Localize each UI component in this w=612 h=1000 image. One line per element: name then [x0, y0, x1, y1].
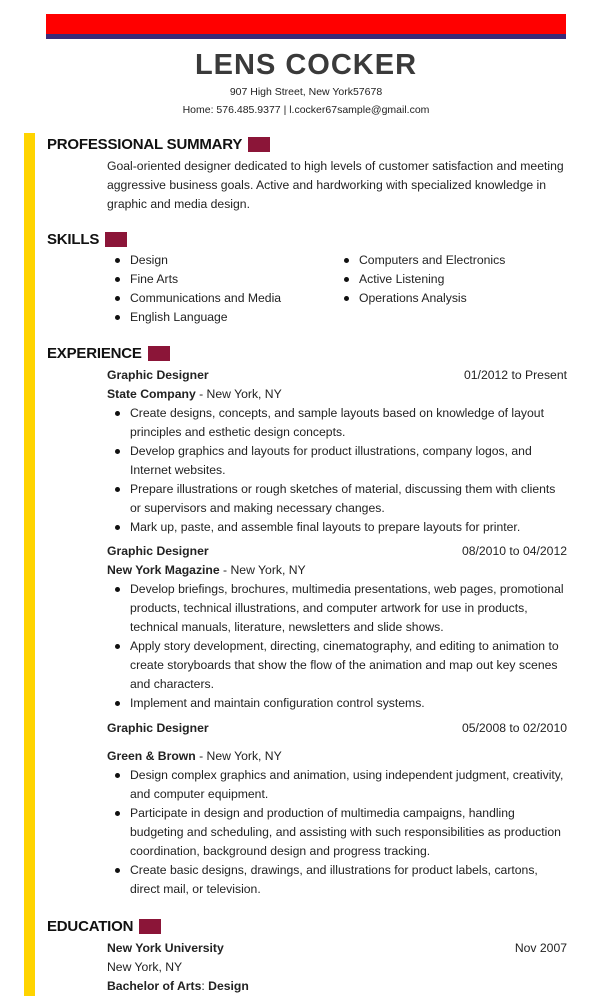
- job-title: Graphic Designer: [107, 544, 209, 558]
- degree-separator: :: [201, 979, 209, 993]
- section-title-text: SKILLS: [47, 231, 100, 248]
- skill-item: English Language: [112, 308, 281, 327]
- header-red-bar: [46, 14, 566, 34]
- contact-line: Home: 576.485.9377 | l.cocker67sample@gmail.com: [182, 104, 430, 116]
- job-bullet: Create designs, concepts, and sample layouts based on knowledge of layout principles and esthetic design concepts.: [112, 404, 567, 442]
- section-title-experience: [47, 345, 170, 362]
- summary-text: Goal-oriented designer dedicated to high levels of customer satisfaction and meeting aggressive business goals. Active and hardworking with specialized knowledge in graphic and media design.: [107, 159, 564, 211]
- school-name: New York University: [107, 941, 224, 955]
- section-marker: [248, 137, 270, 152]
- education-entry: [107, 939, 567, 996]
- section-marker: [105, 232, 127, 247]
- job-dates: 08/2010 to 04/2012: [461, 544, 567, 558]
- graduation-date: Nov 2007: [514, 941, 567, 955]
- job-title: Graphic Designer: [107, 368, 209, 382]
- job-company: [107, 385, 567, 404]
- skills-column-2: [341, 251, 505, 308]
- job-bullet: Implement and maintain configuration control systems.: [112, 694, 567, 713]
- job-entry: [107, 719, 567, 899]
- company-name: State Company: [107, 387, 196, 401]
- company-location: - New York, NY: [195, 749, 282, 763]
- section-title-skills: [47, 231, 127, 248]
- company-location: - New York, NY: [195, 387, 282, 401]
- section-title-summary: [47, 136, 270, 153]
- job-bullet: Prepare illustrations or rough sketches of material, discussing them with clients or supervisors and making necessary changes.: [112, 480, 567, 518]
- address-line: 907 High Street, New York57678: [229, 86, 383, 98]
- job-bullet: Mark up, paste, and assemble final layouts to prepare layouts for printer.: [112, 518, 567, 537]
- skill-item: Design: [112, 251, 281, 270]
- job-company: [107, 747, 567, 766]
- job-bullet: Develop briefings, brochures, multimedia presentations, web pages, promotional products, technical illustrations, and computer artwork for use in products, technical manuals, literature, newsletters and slide shows.: [112, 580, 567, 637]
- section-title-education: [47, 918, 161, 935]
- job-bullet: Create basic designs, drawings, and illustrations for product labels, cartons, direct mail, or television.: [112, 861, 567, 899]
- job-bullet: Develop graphics and layouts for product illustrations, company logos, and Internet websites.: [112, 442, 567, 480]
- job-entry: [107, 542, 567, 713]
- job-bullet: Design complex graphics and animation, using independent judgment, creativity, and computer equipment.: [112, 766, 567, 804]
- degree-name: Bachelor of Arts: [107, 979, 202, 993]
- skill-item: Communications and Media: [112, 289, 281, 308]
- job-bullet: Participate in design and production of multimedia campaigns, handling budgeting and scheduling, and assisting with such responsibilities as production coordination, background design and progress tracking.: [112, 804, 567, 861]
- skill-item: Operations Analysis: [341, 289, 505, 308]
- degree-major: Design: [208, 979, 249, 993]
- company-name: Green & Brown: [107, 749, 196, 763]
- job-bullet: Apply story development, directing, cinematography, and editing to animation to create storyboards that show the flow of the animation and map out key scenes and characters.: [112, 637, 567, 694]
- school-location: New York, NY: [107, 960, 183, 974]
- job-company: [107, 561, 567, 580]
- section-marker: [139, 919, 161, 934]
- section-marker: [148, 346, 170, 361]
- header-navy-bar: [46, 34, 566, 39]
- job-title: Graphic Designer: [107, 721, 209, 735]
- job-dates: 01/2012 to Present: [464, 368, 567, 382]
- skill-item: Fine Arts: [112, 270, 281, 289]
- candidate-name: LENS COCKER: [194, 49, 418, 81]
- section-title-text: EXPERIENCE: [47, 345, 142, 362]
- job-dates: 05/2008 to 02/2010: [461, 721, 567, 735]
- section-title-text: PROFESSIONAL SUMMARY: [47, 136, 243, 153]
- section-title-text: EDUCATION: [47, 918, 134, 935]
- skill-item: Active Listening: [341, 270, 505, 289]
- degree-line: [107, 977, 567, 996]
- left-accent-rule: [24, 133, 35, 996]
- company-location: - New York, NY: [219, 563, 306, 577]
- company-name: New York Magazine: [107, 563, 220, 577]
- job-entry: [107, 366, 567, 537]
- skills-column-1: [112, 251, 281, 327]
- skill-item: Computers and Electronics: [341, 251, 505, 270]
